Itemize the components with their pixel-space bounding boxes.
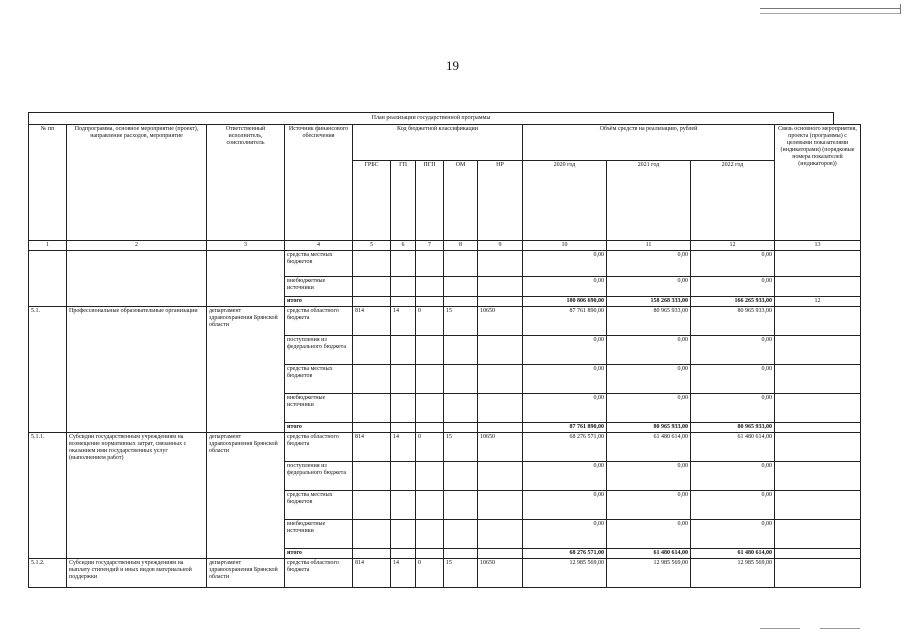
header-program: Подпрограмма, основное мероприятие (проект), направление расходов, мероприятие — [67, 125, 207, 241]
indicator-link — [775, 433, 861, 462]
value-2020: 0,00 — [523, 491, 607, 520]
funding-source: поступления из федерального бюджета — [285, 462, 353, 491]
col-number: 3 — [207, 241, 285, 251]
code-om — [444, 394, 478, 423]
code-pgp — [416, 462, 444, 491]
code-om — [444, 277, 478, 297]
code-gp — [391, 394, 416, 423]
code-np — [478, 365, 523, 394]
value-2022: 0,00 — [691, 336, 775, 365]
value-2020: 0,00 — [523, 336, 607, 365]
code-om — [444, 336, 478, 365]
value-2022: 80 965 933,00 — [691, 307, 775, 336]
indicator-link — [775, 462, 861, 491]
indicator-link — [775, 251, 861, 277]
code-gp — [391, 520, 416, 549]
value-2021: 0,00 — [607, 365, 691, 394]
value-2022: 0,00 — [691, 491, 775, 520]
value-2020: 0,00 — [523, 277, 607, 297]
indicator-link — [775, 491, 861, 520]
header-no: № пп — [29, 125, 67, 241]
header-gp: ГП — [391, 161, 416, 241]
code-pgp — [416, 394, 444, 423]
item-responsible: департамент здравоохранения Брянской области — [207, 559, 285, 588]
funding-source: внебюджетные источники — [285, 520, 353, 549]
code-pgp — [416, 365, 444, 394]
value-2022: 0,00 — [691, 462, 775, 491]
col-number: 12 — [691, 241, 775, 251]
code-grbs — [353, 277, 391, 297]
item-name: Субсидии государственным учреждениям на возмещение нормативных затрат, связанных с оказанием ими государственных услуг (выполнением работ) — [67, 433, 207, 559]
code-pgp: 0 — [416, 307, 444, 336]
code-np — [478, 297, 523, 307]
code-grbs — [353, 336, 391, 365]
code-pgp — [416, 336, 444, 365]
value-2021: 0,00 — [607, 394, 691, 423]
code-pgp — [416, 491, 444, 520]
value-2021: 0,00 — [607, 462, 691, 491]
code-gp — [391, 365, 416, 394]
col-number: 2 — [67, 241, 207, 251]
table-row — [29, 433, 861, 462]
code-np — [478, 277, 523, 297]
code-np — [478, 336, 523, 365]
value-2020: 0,00 — [523, 394, 607, 423]
table-row — [29, 307, 861, 336]
col-number: 1 — [29, 241, 67, 251]
code-om — [444, 549, 478, 559]
funding-source: средства местных бюджетов — [285, 365, 353, 394]
indicator-link — [775, 277, 861, 297]
value-2021: 61 480 614,00 — [607, 549, 691, 559]
value-2021: 158 268 333,00 — [607, 297, 691, 307]
value-2020: 87 761 890,00 — [523, 307, 607, 336]
indicator-link — [775, 307, 861, 336]
value-2022: 80 965 933,00 — [691, 423, 775, 433]
code-grbs: 814 — [353, 433, 391, 462]
indicator-link — [775, 394, 861, 423]
col-number: 6 — [391, 241, 416, 251]
item-number: 5.1.2. — [29, 559, 67, 588]
value-2020: 0,00 — [523, 462, 607, 491]
code-grbs — [353, 462, 391, 491]
funding-source: средства местных бюджетов — [285, 491, 353, 520]
code-gp — [391, 462, 416, 491]
code-pgp: 0 — [416, 433, 444, 462]
item-number — [29, 251, 67, 307]
code-gp — [391, 549, 416, 559]
code-np: 10650 — [478, 559, 523, 588]
code-grbs: 814 — [353, 559, 391, 588]
header-row — [29, 125, 861, 161]
item-name — [67, 251, 207, 307]
header-2022: 2022 год — [691, 161, 775, 241]
col-number: 4 — [285, 241, 353, 251]
value-2022: 0,00 — [691, 394, 775, 423]
table-row — [29, 559, 861, 588]
code-pgp — [416, 277, 444, 297]
col-number: 5 — [353, 241, 391, 251]
header-source: Источник финансового обеспечения — [285, 125, 353, 241]
code-om — [444, 423, 478, 433]
value-2020: 180 806 690,00 — [523, 297, 607, 307]
value-2022: 0,00 — [691, 520, 775, 549]
code-np — [478, 462, 523, 491]
indicator-link — [775, 365, 861, 394]
column-numbers-row — [29, 241, 861, 251]
code-grbs — [353, 549, 391, 559]
funding-source: поступления из федерального бюджета — [285, 336, 353, 365]
funding-source: средства областного бюджета — [285, 433, 353, 462]
value-2021: 0,00 — [607, 520, 691, 549]
value-2021: 12 985 569,00 — [607, 559, 691, 588]
funding-source: итого — [285, 549, 353, 559]
page-number: 19 — [446, 58, 459, 73]
header-np: НР — [478, 161, 523, 241]
corner-mark — [900, 4, 901, 14]
value-2020: 68 276 571,00 — [523, 433, 607, 462]
code-grbs — [353, 394, 391, 423]
col-number: 8 — [444, 241, 478, 251]
value-2021: 0,00 — [607, 336, 691, 365]
table-row — [29, 251, 861, 277]
header-rule-secondary — [760, 13, 900, 14]
value-2022: 0,00 — [691, 277, 775, 297]
code-pgp — [416, 251, 444, 277]
value-2021: 0,00 — [607, 251, 691, 277]
value-2022: 0,00 — [691, 365, 775, 394]
value-2021: 80 965 933,00 — [607, 423, 691, 433]
item-responsible — [207, 251, 285, 307]
funding-source: средства областного бюджета — [285, 307, 353, 336]
code-gp — [391, 336, 416, 365]
header-volume: Объём средств на реализацию, рублей — [523, 125, 775, 161]
code-om — [444, 365, 478, 394]
code-np: 10650 — [478, 433, 523, 462]
code-pgp — [416, 520, 444, 549]
code-om — [444, 491, 478, 520]
code-grbs — [353, 365, 391, 394]
col-number: 7 — [416, 241, 444, 251]
footer-mark — [760, 628, 800, 629]
value-2022: 61 480 614,00 — [691, 433, 775, 462]
value-2021: 0,00 — [607, 277, 691, 297]
table-caption: План реализации государственной программы — [28, 112, 834, 124]
item-responsible: департамент здравоохранения Брянской области — [207, 433, 285, 559]
funding-source: средства местных бюджетов — [285, 251, 353, 277]
funding-source: средства областного бюджета — [285, 559, 353, 588]
value-2021: 80 965 933,00 — [607, 307, 691, 336]
value-2021: 0,00 — [607, 491, 691, 520]
indicator-link: 12 — [775, 297, 861, 307]
value-2022: 0,00 — [691, 251, 775, 277]
code-np — [478, 520, 523, 549]
code-om — [444, 297, 478, 307]
indicator-link — [775, 520, 861, 549]
code-grbs: 814 — [353, 307, 391, 336]
funding-source: итого — [285, 297, 353, 307]
col-number: 13 — [775, 241, 861, 251]
code-pgp — [416, 423, 444, 433]
code-gp — [391, 491, 416, 520]
header-2021: 2021 год — [607, 161, 691, 241]
funding-source: внебюджетные источники — [285, 277, 353, 297]
funding-source: итого — [285, 423, 353, 433]
code-pgp — [416, 549, 444, 559]
header-budget-code: Код бюджетной классификации — [353, 125, 523, 161]
col-number: 9 — [478, 241, 523, 251]
code-pgp — [416, 297, 444, 307]
item-number: 5.1.1. — [29, 433, 67, 559]
item-name: Субсидии государственным учреждениям на выплату стипендий и иных видов материальной поддержки — [67, 559, 207, 588]
value-2020: 68 276 571,00 — [523, 549, 607, 559]
code-gp: 14 — [391, 433, 416, 462]
code-gp: 14 — [391, 307, 416, 336]
item-responsible: департамент здравоохранения Брянской области — [207, 307, 285, 433]
indicator-link — [775, 549, 861, 559]
code-om — [444, 251, 478, 277]
col-number: 10 — [523, 241, 607, 251]
code-grbs — [353, 251, 391, 277]
header-grbs: ГРБС — [353, 161, 391, 241]
value-2022: 12 985 569,00 — [691, 559, 775, 588]
indicator-link — [775, 559, 861, 588]
code-grbs — [353, 491, 391, 520]
indicator-link — [775, 423, 861, 433]
code-pgp: 0 — [416, 559, 444, 588]
value-2020: 12 985 569,00 — [523, 559, 607, 588]
code-gp — [391, 297, 416, 307]
code-om: 15 — [444, 559, 478, 588]
value-2020: 0,00 — [523, 251, 607, 277]
code-np — [478, 251, 523, 277]
code-grbs — [353, 520, 391, 549]
code-np — [478, 394, 523, 423]
code-grbs — [353, 297, 391, 307]
code-om — [444, 462, 478, 491]
code-gp: 14 — [391, 559, 416, 588]
funding-source: внебюджетные источники — [285, 394, 353, 423]
item-name: Профессиональные образовательные организации — [67, 307, 207, 433]
code-gp — [391, 251, 416, 277]
program-plan-table — [28, 124, 861, 588]
code-np — [478, 491, 523, 520]
value-2020: 0,00 — [523, 520, 607, 549]
code-om: 15 — [444, 433, 478, 462]
value-2020: 87 761 890,00 — [523, 423, 607, 433]
header-2020: 2020 год — [523, 161, 607, 241]
header-link: Связь основного мероприятия, проекта (программы) с целевыми показателями (индикаторами) (порядковые номера показателей (индикаторов)) — [775, 125, 861, 241]
code-om: 15 — [444, 307, 478, 336]
value-2022: 166 265 933,00 — [691, 297, 775, 307]
footer-mark — [820, 628, 860, 629]
code-grbs — [353, 423, 391, 433]
value-2022: 61 480 614,00 — [691, 549, 775, 559]
header-rule — [760, 8, 900, 9]
code-np — [478, 549, 523, 559]
value-2020: 0,00 — [523, 365, 607, 394]
code-np — [478, 423, 523, 433]
indicator-link — [775, 336, 861, 365]
value-2021: 61 480 614,00 — [607, 433, 691, 462]
header-om: ОМ — [444, 161, 478, 241]
item-number: 5.1. — [29, 307, 67, 433]
header-pgp: ПГП — [416, 161, 444, 241]
code-np: 10650 — [478, 307, 523, 336]
col-number: 11 — [607, 241, 691, 251]
code-gp — [391, 277, 416, 297]
code-gp — [391, 423, 416, 433]
code-om — [444, 520, 478, 549]
header-responsible: Ответственный исполнитель, соисполнитель — [207, 125, 285, 241]
